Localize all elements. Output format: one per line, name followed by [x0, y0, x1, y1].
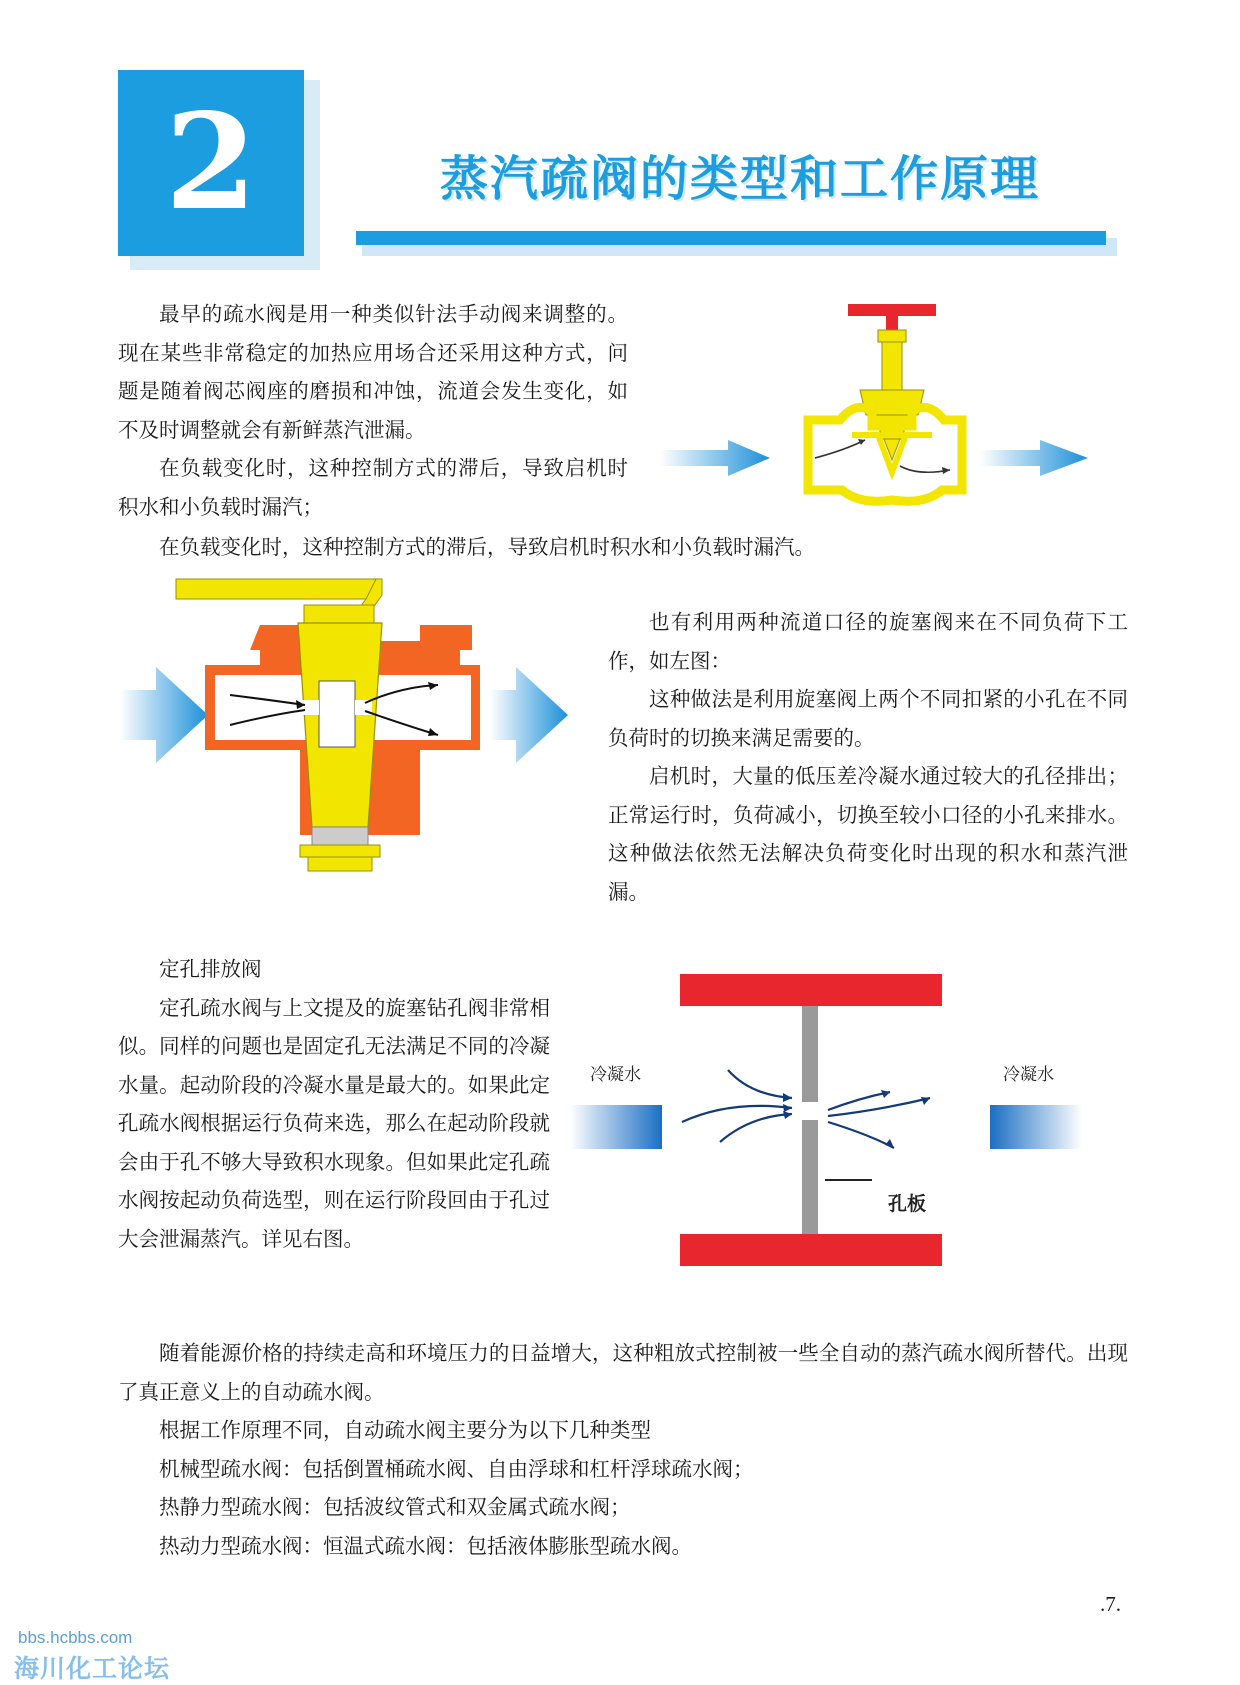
section1-paragraph-2: 在负载变化时，这种控制方式的滞后，导致启机时积水和小负载时漏汽；	[118, 456, 628, 519]
plug-valve-figure	[120, 575, 570, 875]
orifice-plate-lower	[802, 1120, 818, 1234]
orifice-plate-upper	[802, 1006, 818, 1102]
pipe-bottom-wall	[680, 1234, 942, 1266]
section4-line-1: 随着能源价格的持续走高和环境压力的日益增大，这种粗放式控制被一些全自动的蒸汽疏水阀所替代。出现了真正意义上的自动疏水阀。	[118, 1341, 1128, 1404]
watermark-url: bbs.hcbbs.com	[18, 1628, 133, 1647]
label-condensate-left: 冷凝水	[590, 1065, 641, 1085]
orifice-plate-figure	[570, 970, 1080, 1265]
section3-heading: 定孔排放阀	[159, 957, 262, 981]
section1-text	[118, 295, 628, 526]
section4-line-3: 机械型疏水阀：包括倒置桶疏水阀、自由浮球和杠杆浮球疏水阀；	[159, 1456, 754, 1481]
flow-arrow-out	[490, 667, 568, 763]
section3-text	[118, 950, 550, 1258]
section3-paragraph: 定孔疏水阀与上文提及的旋塞钻孔阀非常相似。同样的问题也是固定孔无法满足不同的冷凝水量。起动阶段的冷凝水量是最大的。如果此定孔疏水阀根据运行负荷来选，那么在起动阶段就会由于孔不够大导致积水现象。但如果此定孔疏水阀按起动负荷选型，则在运行阶段回由于孔过大会泄漏蒸汽。详见右图。	[118, 995, 550, 1251]
section4-line-4: 热静力型疏水阀：包括波纹管式和双金属式疏水阀；	[159, 1495, 631, 1519]
flow-arrow-in	[120, 667, 208, 763]
inflow-gradient	[570, 1105, 662, 1149]
chapter-number: 2	[165, 85, 257, 240]
section1-paragraph-1: 最早的疏水阀是用一种类似针法手动阀来调整的。现在某些非常稳定的加热应用场合还采用这种方式，问题是随着阀芯阀座的磨损和冲蚀，流道会发生变化，如不及时调整就会有新鲜蒸汽泄漏。	[118, 302, 628, 442]
section2-paragraph-1: 也有利用两种流道口径的旋塞阀来在不同负荷下工作，如左图：	[608, 610, 1128, 673]
page-number: .7.	[1100, 1592, 1121, 1616]
flow-arrow-out	[980, 440, 1088, 476]
label-condensate-right: 冷凝水	[1003, 1065, 1054, 1085]
chapter-title: 蒸汽疏阀的类型和工作原理	[440, 151, 1041, 207]
watermark-name: 海川化工论坛	[14, 1654, 171, 1683]
outflow-gradient	[990, 1105, 1082, 1149]
flow-arrow-in	[660, 440, 770, 476]
section2-paragraph-2: 这种做法是利用旋塞阀上两个不同扣紧的小孔在不同负荷时的切换来满足需要的。	[608, 687, 1128, 750]
section4-line-2: 根据工作原理不同，自动疏水阀主要分为以下几种类型	[159, 1418, 651, 1442]
section4-line-5: 热动力型疏水阀：恒温式疏水阀：包括液体膨胀型疏水阀。	[159, 1533, 692, 1558]
title-underline	[356, 231, 1106, 245]
section1-full-line: 在负载变化时，这种控制方式的滞后，导致启机时积水和小负载时漏汽。	[159, 535, 815, 559]
valve-handwheel	[848, 304, 936, 316]
needle-valve-figure	[660, 300, 1100, 510]
section2-text	[608, 603, 1128, 911]
section2-paragraph-3: 启机时，大量的低压差冷凝水通过较大的孔径排出；正常运行时，负荷减小，切换至较小口径的小孔来排水。这种做法依然无法解决负荷变化时出现的积水和蒸汽泄漏。	[608, 764, 1128, 904]
pipe-top-wall	[680, 974, 942, 1006]
section4-text	[118, 1334, 1128, 1565]
valve-handle	[176, 579, 376, 599]
label-orifice-plate: 孔板	[888, 1193, 927, 1215]
